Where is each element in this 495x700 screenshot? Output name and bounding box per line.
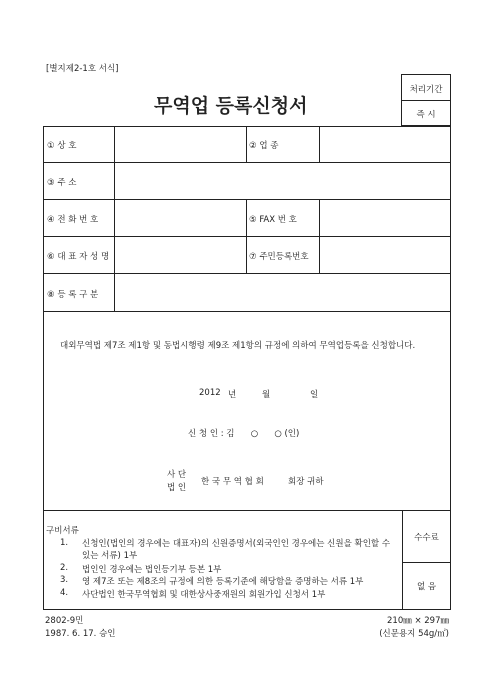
attachment-num-1: 1. — [60, 538, 69, 548]
date-month-unit: 월 — [262, 390, 271, 400]
applicant-line: 신 청 인 : 김 ○ ○ (인) — [188, 429, 300, 439]
footer-code: 2802-9민 — [45, 616, 84, 626]
org-prefix-top: 사 단 — [167, 470, 187, 480]
processing-label: 처리기간 — [409, 85, 443, 95]
attachments-heading: 구비서류 — [46, 526, 79, 536]
org-prefix-bottom: 법 인 — [167, 483, 187, 493]
label-business-name: ① 상 호 — [47, 141, 77, 151]
footer-paper-size: 210㎜ × 297㎜ — [387, 616, 449, 626]
org-recipient: 회장 귀하 — [288, 477, 324, 487]
date-year-unit: 년 — [228, 390, 237, 400]
org-name: 한 국 무 역 협 회 — [201, 477, 264, 487]
page-title: 무역업 등록신청서 — [154, 95, 308, 117]
attachment-num-2: 2. — [60, 563, 69, 573]
fee-label: 수수료 — [414, 533, 439, 543]
label-fax: ⑤ FAX 번 호 — [249, 215, 297, 225]
statement-text: 대외무역법 제7조 제1항 및 동법시행령 제9조 제1항의 규정에 의하여 무역업등록을 신청합니다. — [60, 341, 416, 351]
label-registration-type: ⑧ 등 록 구 분 — [47, 290, 99, 300]
label-resident-number: ⑦ 주민등록번호 — [249, 252, 309, 262]
date-day-unit: 일 — [310, 390, 319, 400]
label-phone: ④ 전 화 번 호 — [47, 215, 99, 225]
date-year: 2012 — [199, 388, 221, 398]
attachment-text-2: 법인인 경우에는 법인등기부 등본 1부 — [82, 565, 222, 575]
label-address: ③ 주 소 — [47, 178, 77, 188]
label-business-type: ② 업 종 — [249, 141, 279, 151]
form-number: [별지제2-1호 서식] — [46, 64, 119, 74]
attachment-text-4: 사단법인 한국무역협회 및 대한상사중재원의 회원가입 신청서 1부 — [82, 590, 326, 600]
processing-period-box — [401, 74, 451, 126]
attachment-text-3: 영 제7조 또는 제8조의 규정에 의한 등록기준에 해당함을 증명하는 서류 1부 — [82, 577, 364, 587]
footer-approval: 1987. 6. 17. 승인 — [45, 629, 116, 639]
fee-value: 없 음 — [416, 582, 437, 592]
processing-value: 즉 시 — [416, 110, 436, 120]
attachment-text-1: 신청인(법인의 경우에는 대표자)의 신원증명서(외국인인 경우에는 신원을 확인할 수 있는 서류) 1부 — [82, 539, 391, 561]
attachment-num-3: 3. — [60, 575, 69, 585]
footer-paper-type: (신문용지 54g/㎡) — [379, 629, 449, 639]
label-representative: ⑥ 대 표 자 성 명 — [47, 252, 110, 262]
attachment-num-4: 4. — [60, 588, 69, 598]
